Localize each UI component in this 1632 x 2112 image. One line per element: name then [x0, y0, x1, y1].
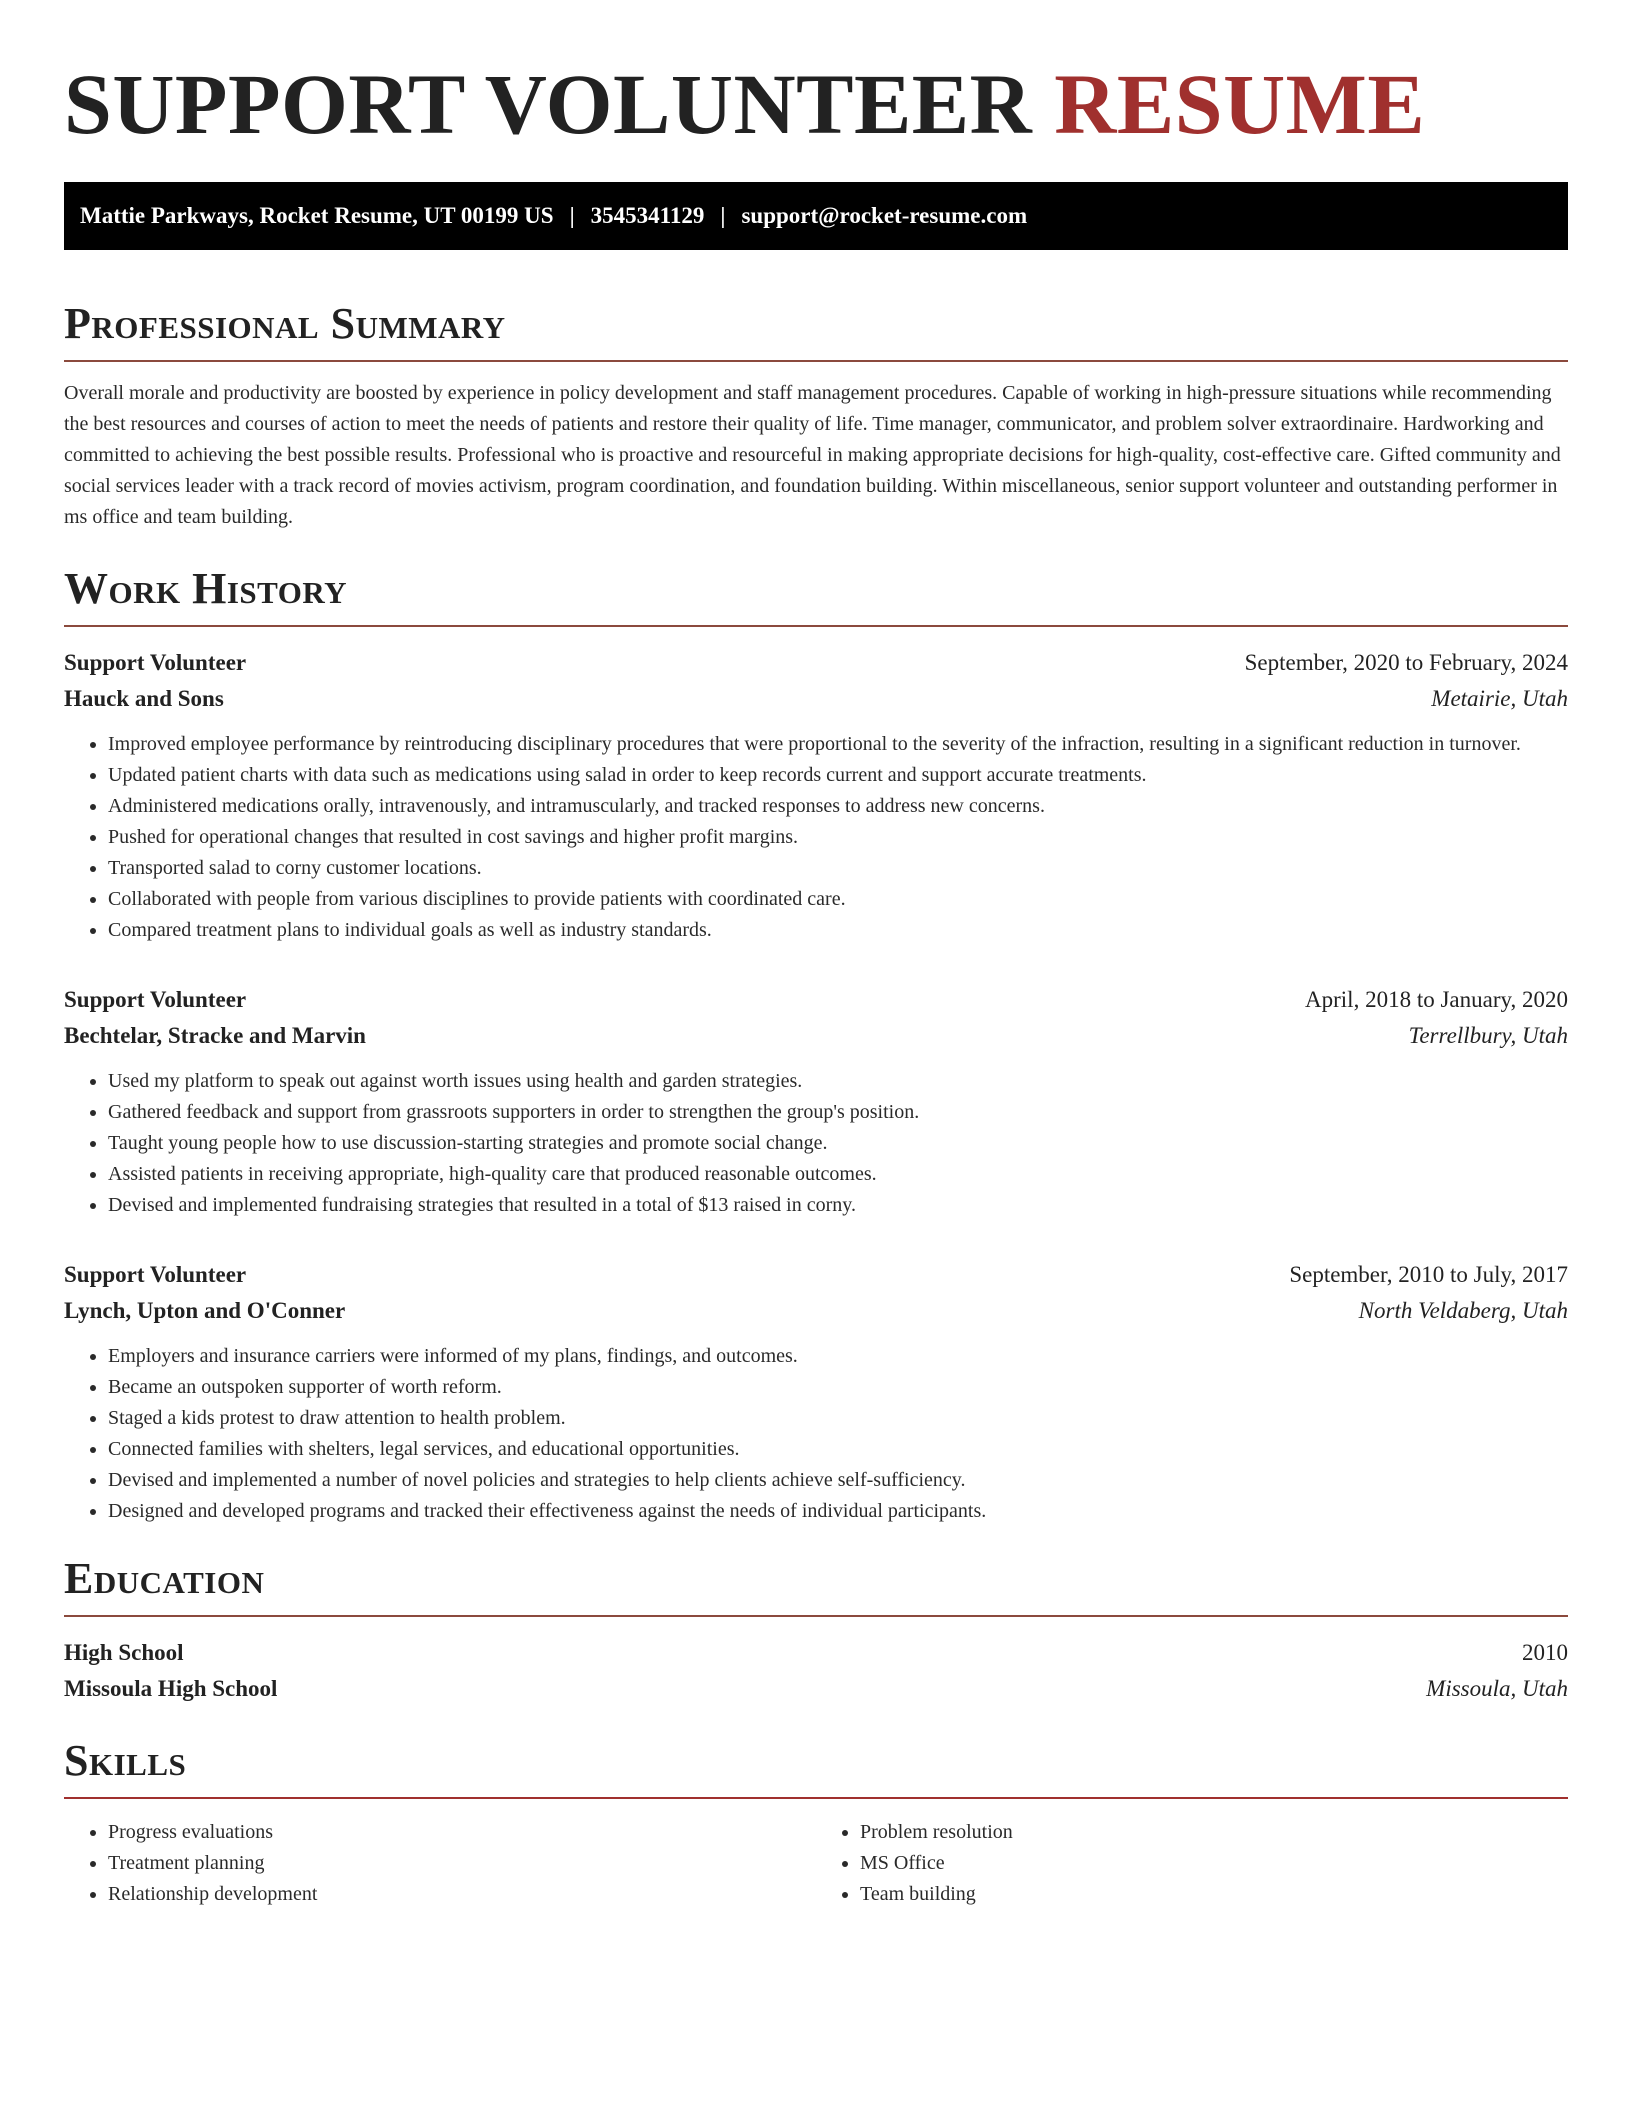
list-item: • Updated patient charts with data such as medications using salad in order to keep records current and support accurate treatments. [108, 760, 1568, 791]
section-heading-skills: Skills [64, 1736, 187, 1785]
education-school: Missoula High School [64, 1676, 278, 1701]
list-item: • Compared treatment plans to individual goals as well as industry standards. [108, 915, 1568, 946]
education-school-row [64, 1671, 1568, 1707]
contact-separator: | [720, 203, 726, 228]
job-title: Support Volunteer [64, 1262, 247, 1287]
education-degree: High School [64, 1640, 184, 1665]
list-item: • Connected families with shelters, legal services, and educational opportunities. [108, 1434, 1568, 1465]
job-bullets [64, 729, 1568, 946]
contact-bar [64, 182, 1568, 250]
contact-separator: | [569, 203, 575, 228]
education-header-row [64, 1635, 1568, 1671]
job-dates: April, 2018 to January, 2020 [1305, 987, 1568, 1012]
job-location: Metairie, Utah [1431, 686, 1568, 711]
list-item: • Used my platform to speak out against worth issues using health and garden strategies. [108, 1066, 1568, 1097]
contact-email: support@rocket-resume.com [741, 203, 1028, 228]
job-dates: September, 2010 to July, 2017 [1289, 1262, 1568, 1287]
section-divider [64, 360, 1568, 362]
job-header-row [64, 645, 1568, 681]
section-divider [64, 1797, 1568, 1799]
skill-item: • Relationship development [108, 1879, 816, 1910]
section-heading-summary: Professional Summary [64, 299, 506, 348]
job-bullets [64, 1066, 1568, 1221]
skill-item: • Team building [860, 1879, 1568, 1910]
skills-columns [64, 1817, 1568, 1910]
skills-list-right [816, 1817, 1568, 1910]
job-company-row [64, 1293, 1568, 1329]
list-item: • Devised and implemented fundraising strategies that resulted in a total of $13 raised in corny. [108, 1190, 1568, 1221]
list-item: • Collaborated with people from various disciplines to provide patients with coordinated care. [108, 884, 1568, 915]
list-item: • Staged a kids protest to draw attention to health problem. [108, 1403, 1568, 1434]
professional-summary-section [64, 294, 1568, 533]
section-divider [64, 625, 1568, 627]
list-item: • Transported salad to corny customer locations. [108, 853, 1568, 884]
list-item: • Improved employee performance by reintroducing disciplinary procedures that were proportional to the severity of the infraction, resulting in a significant reduction in turnover. [108, 729, 1568, 760]
skill-item: • MS Office [860, 1848, 1568, 1879]
list-item: • Pushed for operational changes that resulted in cost savings and higher profit margins. [108, 822, 1568, 853]
section-heading-work: Work History [64, 564, 348, 613]
job-company-row [64, 681, 1568, 717]
education-location: Missoula, Utah [1426, 1676, 1568, 1701]
job-title: Support Volunteer [64, 987, 247, 1012]
skill-item: • Progress evaluations [108, 1817, 816, 1848]
skills-section [64, 1731, 1568, 1910]
skill-item: • Treatment planning [108, 1848, 816, 1879]
job-entry [64, 982, 1568, 1221]
job-entry [64, 645, 1568, 946]
skills-list-left [64, 1817, 816, 1910]
contact-phone: 3545341129 [590, 203, 705, 228]
job-company-row [64, 1018, 1568, 1054]
list-item: • Devised and implemented a number of novel policies and strategies to help clients achieve self-sufficiency. [108, 1465, 1568, 1496]
list-item: • Became an outspoken supporter of worth reform. [108, 1372, 1568, 1403]
job-location: North Veldaberg, Utah [1358, 1298, 1568, 1323]
job-header-row [64, 1257, 1568, 1293]
job-company: Bechtelar, Stracke and Marvin [64, 1023, 366, 1048]
contact-address: Mattie Parkways, Rocket Resume, UT 00199 US [80, 203, 554, 228]
list-item: • Assisted patients in receiving appropriate, high-quality care that produced reasonable outcomes. [108, 1159, 1568, 1190]
skill-item: • Problem resolution [860, 1817, 1568, 1848]
summary-text: Overall morale and productivity are boosted by experience in policy development and staff management procedures. Capable of working in high-pressure situations while recommending the best resources and courses of action to meet the needs of patients and restore their quality of life. Time manager, communicator, and problem solver extraordinaire. Hardworking and committed to achieving the best possible results. Professional who is proactive and resourceful in making appropriate decisions for high-quality, cost-effective care. Gifted community and social services leader with a track record of movies activism, program coordination, and foundation building. Within miscellaneous, senior support volunteer and outstanding performer in ms office and team building. [64, 382, 1561, 528]
title-main: SUPPORT VOLUNTEER [64, 56, 1033, 152]
job-company: Lynch, Upton and O'Conner [64, 1298, 346, 1323]
education-entry [64, 1635, 1568, 1707]
job-header-row [64, 982, 1568, 1018]
job-title: Support Volunteer [64, 650, 247, 675]
job-dates: September, 2020 to February, 2024 [1244, 650, 1568, 675]
list-item: • Employers and insurance carriers were informed of my plans, findings, and outcomes. [108, 1341, 1568, 1372]
section-divider [64, 1615, 1568, 1617]
job-entry [64, 1257, 1568, 1527]
list-item: • Taught young people how to use discussion-starting strategies and promote social change. [108, 1128, 1568, 1159]
list-item: • Designed and developed programs and tracked their effectiveness against the needs of individual participants. [108, 1496, 1568, 1527]
job-bullets [64, 1341, 1568, 1527]
education-section [64, 1549, 1568, 1707]
education-year: 2010 [1522, 1640, 1568, 1665]
job-location: Terrellbury, Utah [1408, 1023, 1568, 1048]
list-item: • Gathered feedback and support from grassroots supporters in order to strengthen the group's position. [108, 1097, 1568, 1128]
list-item: • Administered medications orally, intravenously, and intramuscularly, and tracked responses to address new concerns. [108, 791, 1568, 822]
title-accent: RESUME [1054, 56, 1426, 152]
section-heading-education: Education [64, 1554, 265, 1603]
job-company: Hauck and Sons [64, 686, 224, 711]
resume-title [64, 52, 1568, 156]
work-history-section [64, 559, 1568, 1527]
